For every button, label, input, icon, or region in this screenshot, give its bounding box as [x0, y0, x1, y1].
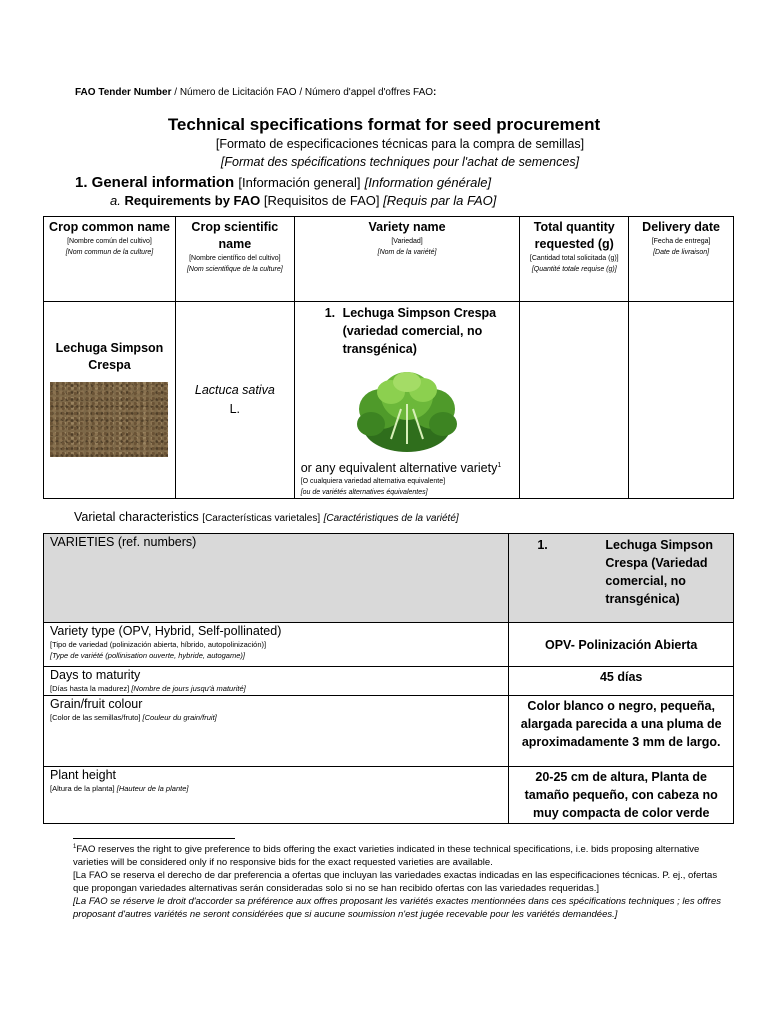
- characteristic-label-cell: [44, 623, 509, 667]
- varieties-header-label-cell: [44, 534, 509, 623]
- cell-crop-common-name: [44, 302, 176, 499]
- variety-ref-name: Lechuga Simpson Crespa (Variedad comercial, no transgénica): [605, 538, 714, 606]
- characteristic-label: Days to maturity: [50, 668, 141, 682]
- alternative-variety-text: or any equivalent alternative variety: [300, 461, 498, 476]
- subsection-heading: Requirements by FAO: [124, 193, 261, 208]
- characteristic-row: [44, 623, 734, 667]
- characteristic-label-cell: [44, 696, 509, 767]
- subtitle-spanish: [Formato de especificaciones técnicas para la compra de semillas]: [215, 137, 585, 151]
- varieties-header-entry: [509, 534, 733, 608]
- subtitle-french: [Format des spécifications techniques pour l'achat de semences]: [220, 155, 580, 169]
- crop-common-name: Lechuga Simpson Crespa: [55, 341, 164, 372]
- header-label-fr: [Date de livraison]: [653, 249, 710, 256]
- footnote-separator: [73, 838, 235, 839]
- characteristic-value: Color blanco o negro, pequeña, alargada parecida a una pluma de aproximadamente 3 mm de largo.: [509, 696, 734, 767]
- subsection-heading-fr: [Requis par la FAO]: [383, 193, 497, 208]
- header-label-es: [Cantidad total solicitada (g)]: [529, 255, 619, 262]
- tender-colon: :: [433, 87, 437, 98]
- requirements-data-row: [44, 302, 734, 499]
- varietal-heading-fr: [Caractéristiques de la variété]: [323, 513, 459, 524]
- requirements-header-row: [44, 217, 734, 302]
- varieties-header-row: [44, 534, 734, 623]
- requirements-table: [43, 216, 734, 499]
- header-label-es: [Nombre científico del cultivo]: [189, 255, 281, 262]
- header-variety-name: [294, 217, 520, 302]
- footnote-ref: 1: [497, 462, 502, 469]
- section-heading-es: [Información general]: [238, 175, 361, 190]
- header-label-fr: [Nom scientifique de la culture]: [186, 266, 283, 273]
- header-crop-common-name: [44, 217, 176, 302]
- header-label: Delivery date: [642, 220, 720, 234]
- variety-name: Lechuga Simpson Crespa: [342, 306, 497, 320]
- header-label-fr: [Nom de la variété]: [377, 249, 437, 256]
- alternative-variety-fr: [ou de variétés alternatives équivalentes]: [300, 489, 428, 497]
- section-heading-fr: [Information générale]: [364, 175, 492, 190]
- lettuce-seeds-image: [50, 382, 168, 457]
- header-label: Crop scientific name: [191, 220, 279, 251]
- footnote-text-en: FAO reserves the right to give preference to bids offering the exact varieties indicated in these technical specifications, i.e. bids proposing alternative varieties will be considered only if no responsive bids for the exact requested varieties are available.: [73, 844, 700, 869]
- header-label-es: [Nombre común del cultivo]: [67, 238, 152, 245]
- characteristic-label-translations: [50, 712, 502, 723]
- cell-delivery-date: [629, 302, 734, 499]
- header-label-es: [Variedad]: [391, 238, 423, 245]
- characteristic-label-cell: [44, 767, 509, 824]
- footnote: [73, 841, 723, 921]
- scientific-name-author: L.: [229, 402, 241, 417]
- header-label-es: [Fecha de entrega]: [651, 238, 711, 245]
- alternative-variety-es: [O cualquiera variedad alternativa equivalente]: [300, 478, 446, 486]
- characteristic-label: Plant height: [50, 768, 117, 782]
- varietal-characteristics-heading: [74, 510, 459, 524]
- header-label: Variety name: [368, 220, 446, 234]
- alternative-variety-en: [295, 456, 520, 476]
- variety-number: 1.: [324, 306, 336, 320]
- scientific-name: Lactuca sativa: [194, 383, 275, 398]
- characteristic-label: Grain/fruit colour: [50, 697, 143, 711]
- varieties-header-label: VARIETIES (ref. numbers): [50, 535, 197, 549]
- header-label-fr: [Quantité totale requise (g)]: [531, 266, 617, 273]
- characteristic-label-translations: [50, 783, 502, 794]
- characteristic-label-fr: [Hauteur de la plante]: [116, 784, 189, 793]
- characteristic-value: OPV- Polinización Abierta: [509, 623, 734, 667]
- characteristic-label-es: [Días hasta la madurez]: [50, 684, 130, 693]
- header-total-quantity: [520, 217, 629, 302]
- header-label: Total quantity requested (g): [533, 220, 615, 251]
- characteristic-value: 45 días: [509, 667, 734, 696]
- header-delivery-date: [629, 217, 734, 302]
- subsection-letter: a.: [110, 193, 121, 208]
- characteristic-label-es: [Tipo de variedad (polinización abierta, híbrido, autopolinización)]: [50, 640, 267, 649]
- variety-note: (variedad comercial, no transgénica): [342, 324, 483, 356]
- characteristic-label-es: [Altura de la planta]: [50, 784, 115, 793]
- characteristic-label-cell: [44, 667, 509, 696]
- characteristic-label-fr: [Type de variété (pollinisation ouverte, hybride, autogame)]: [50, 651, 245, 660]
- cell-variety-name: [294, 302, 520, 499]
- cell-crop-scientific-name: [175, 302, 294, 499]
- cell-total-quantity: [520, 302, 629, 499]
- header-label: Crop common name: [49, 220, 170, 234]
- subsection-requirements: [110, 193, 496, 208]
- tender-number-label: FAO Tender Number: [75, 87, 172, 98]
- footnote-text-fr: [La FAO se réserve le droit d'accorder sa préférence aux offres proposant les variétés exactes mentionnées dans ces spécifications techniques ; les offres proposant d'autres variétés ne seront considérées que si aucune soumission n'est jugée recevable pour les variétés demandées.]: [73, 896, 721, 921]
- characteristic-row: [44, 696, 734, 767]
- tender-number-line: [75, 87, 436, 98]
- footnote-en: [73, 841, 723, 869]
- varietal-heading-en: Varietal characteristics: [74, 510, 199, 524]
- lettuce-image: [351, 364, 463, 456]
- variety-text: [343, 304, 520, 358]
- characteristic-label-fr: [Couleur du grain/fruit]: [142, 713, 217, 722]
- varieties-header-value-cell: [509, 534, 734, 623]
- footnote-number: 1: [73, 844, 77, 850]
- characteristic-label-fr: [Nombre de jours jusqu'à maturité]: [131, 684, 246, 693]
- variety-entry: [295, 302, 520, 358]
- header-crop-scientific-name: [175, 217, 294, 302]
- variety-ref-number: 1.: [537, 538, 548, 552]
- characteristic-label-translations: [50, 683, 502, 694]
- varietal-heading-es: [Características varietales]: [202, 513, 321, 524]
- characteristic-value: 20-25 cm de altura, Planta de tamaño pequeño, con cabeza no muy compacta de color verde: [509, 767, 734, 824]
- characteristic-row: [44, 667, 734, 696]
- characteristic-label: Variety type (OPV, Hybrid, Self-pollinated): [50, 624, 282, 638]
- section-general-information: [75, 174, 491, 191]
- tender-number-translations: / Número de Licitación FAO / Número d'appel d'offres FAO: [171, 87, 434, 98]
- characteristic-label-es: [Color de las semillas/fruto]: [50, 713, 141, 722]
- characteristic-row: [44, 767, 734, 824]
- header-label-fr: [Nom commun de la culture]: [65, 249, 154, 256]
- document-title: Technical specifications format for seed procurement: [167, 115, 601, 134]
- footnote-text-es: [La FAO se reserva el derecho de dar preferencia a ofertas que incluyan las variedades exactas indicadas en las especificaciones técnicas. P. ej., ofertas que propongan variedades alternativas serán consideradas solo si no se han recibido ofertas con las variedades requeridas.]: [73, 870, 718, 895]
- varietal-characteristics-table: [43, 533, 734, 824]
- subsection-heading-es: [Requisitos de FAO]: [263, 193, 380, 208]
- section-heading: 1. General information: [75, 174, 235, 191]
